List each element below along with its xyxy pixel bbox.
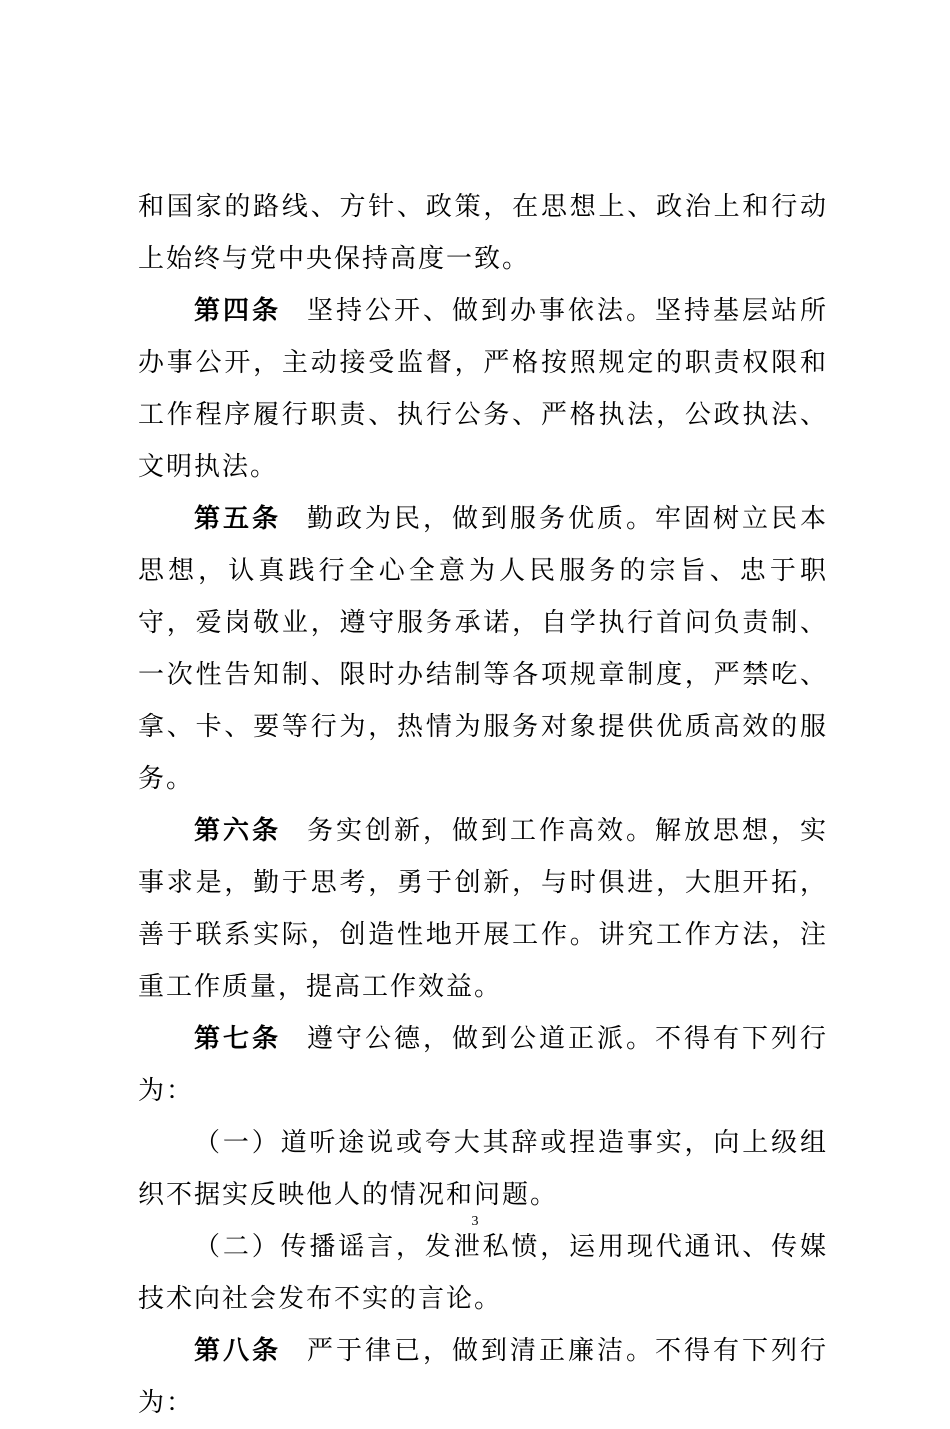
page-number: 3	[471, 1214, 479, 1229]
paragraph-text: 坚持公开、做到办事依法。坚持基层站所办事公开，主动接受监督，严格按照规定的职责权限和工作程序履行职责、执行公务、严格执法，公政执法、文明执法。	[138, 296, 828, 482]
paragraph-text: 务实创新，做到工作高效。解放思想，实事求是，勤于思考，勇于创新，与时俱进，大胆开拓，善于联系实际，创造性地开展工作。讲究工作方法，注重工作质量，提高工作效益。	[138, 816, 828, 1002]
paragraph-text: （一）道听途说或夸大其辞或捏造事实，向上级组织不据实反映他人的情况和问题。	[138, 1128, 828, 1210]
article-4	[138, 285, 828, 493]
article-heading: 第六条	[194, 816, 281, 846]
paragraph-text: （二）传播谣言，发泄私愤，运用现代通讯、传媒技术向社会发布不实的言论。	[138, 1232, 828, 1314]
article-5	[138, 493, 828, 805]
article-7	[138, 1013, 828, 1117]
paragraph-text: 和国家的路线、方针、政策，在思想上、政治上和行动上始终与党中央保持高度一致。	[138, 192, 828, 274]
paragraph-text: 遵守公德，做到公道正派。不得有下列行为：	[138, 1024, 828, 1106]
article-heading: 第四条	[194, 296, 281, 326]
list-item-2	[138, 1221, 828, 1325]
paragraph-text: 严于律已，做到清正廉洁。不得有下列行为：	[138, 1336, 828, 1418]
article-6	[138, 805, 828, 1013]
document-body	[138, 181, 828, 1429]
paragraph-continuation	[138, 181, 828, 285]
article-heading: 第五条	[194, 504, 281, 534]
paragraph-text: 勤政为民，做到服务优质。牢固树立民本思想，认真践行全心全意为人民服务的宗旨、忠于职守，爱岗敬业，遵守服务承诺，自学执行首问负责制、一次性告知制、限时办结制等各项规章制度，严禁吃、拿、卡、要等行为，热情为服务对象提供优质高效的服务。	[138, 504, 828, 794]
article-8	[138, 1325, 828, 1429]
list-item-1	[138, 1117, 828, 1221]
article-heading: 第八条	[194, 1336, 281, 1366]
article-heading: 第七条	[194, 1024, 281, 1054]
